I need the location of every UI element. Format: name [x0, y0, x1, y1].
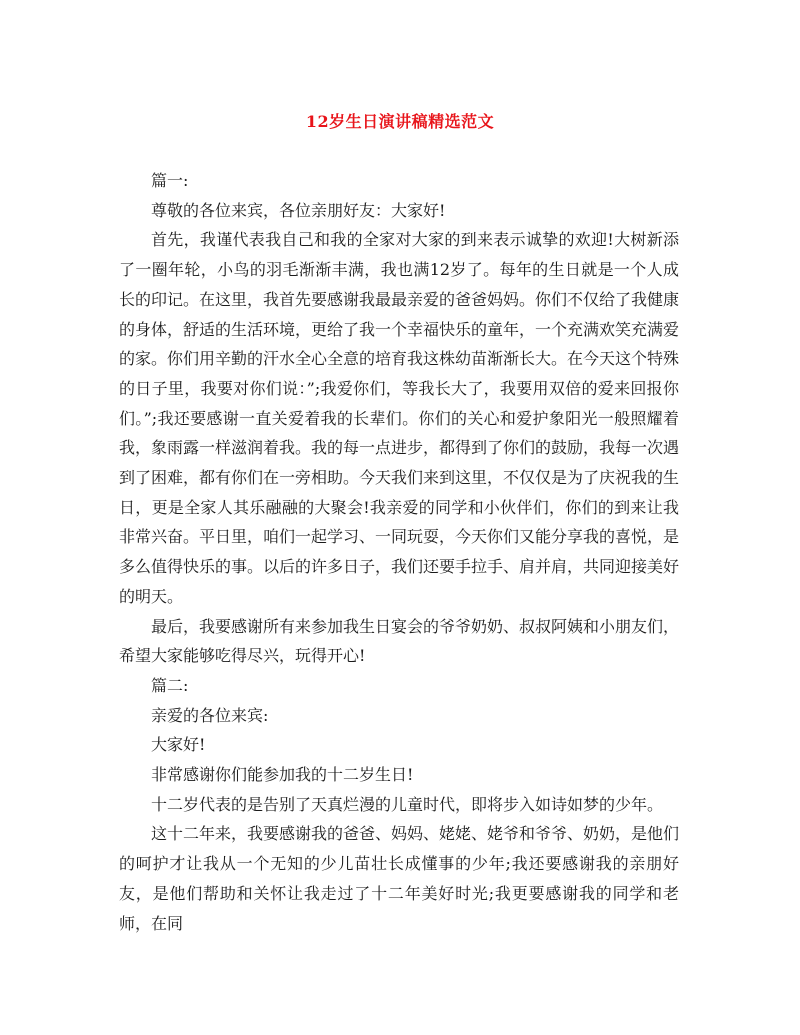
paragraph: 这十二年来，我要感谢我的爸爸、妈妈、姥姥、姥爷和爷爷、奶奶，是他们的呵护才让我从一个无知的少儿苗壮长成懂事的少年;我还要感谢我的亲朋好友，是他们帮助和关怀让我走过了十二年美好时光;我更要感谢我的同学和老师，在同 — [119, 824, 680, 933]
paragraph: 首先，我谨代表我自己和我的全家对大家的到来表示诚挚的欢迎!大树新添了一圈年轮，小鸟的羽毛渐渐丰满，我也满12岁了。每年的生日就是一个人成长的印记。在这里，我首先要感谢我最最亲爱的爸爸妈妈。你们不仅给了我健康的身体，舒适的生活环境，更给了我一个幸福快乐的童年，一个充满欢笑充满爱的家。你们用辛勤的汗水全心全意的培育我这株幼苗渐渐长大。在今天这个特殊的日子里，我要对你们说：”;我爱你们，等我长大了，我要用双倍的爱来回报你们。”;我还要感谢一直关爱着我的长辈们。你们的关心和爱护象阳光一般照耀着我，象雨露一样滋润着我。我的每一点进步，都得到了你们的鼓励，我每一次遇到了困难，都有你们在一旁相助。今天我们来到这里，不仅仅是为了庆祝我的生日，更是全家人其乐融融的大聚会!我亲爱的同学和小伙伴们，你们的到来让我非常兴奋。平日里，咱们一起学习、一同玩耍，今天你们又能分享我的喜悦，是多么值得快乐的事。以后的许多日子，我们还要手拉手、肩并肩，共同迎接美好的明天。 — [119, 230, 680, 606]
paragraph: 最后，我要感谢所有来参加我生日宴会的爷爷奶奶、叔叔阿姨和小朋友们，希望大家能够吃得尽兴，玩得开心! — [119, 616, 680, 666]
paragraph: 大家好! — [151, 735, 206, 755]
paragraph: 篇一: — [151, 171, 189, 190]
document-title: 12岁生日演讲稿精选范文 — [305, 112, 495, 131]
paragraph: 篇二: — [151, 675, 189, 695]
document-body — [119, 166, 679, 938]
paragraph: 十二岁代表的是告别了天真烂漫的儿童时代，即将步入如诗如梦的少年。 — [151, 794, 664, 814]
paragraph: 亲爱的各位来宾: — [151, 705, 269, 725]
paragraph: 非常感谢你们能参加我的十二岁生日! — [151, 765, 414, 785]
paragraph: 尊敬的各位来宾，各位亲朋好友：大家好! — [151, 200, 446, 220]
